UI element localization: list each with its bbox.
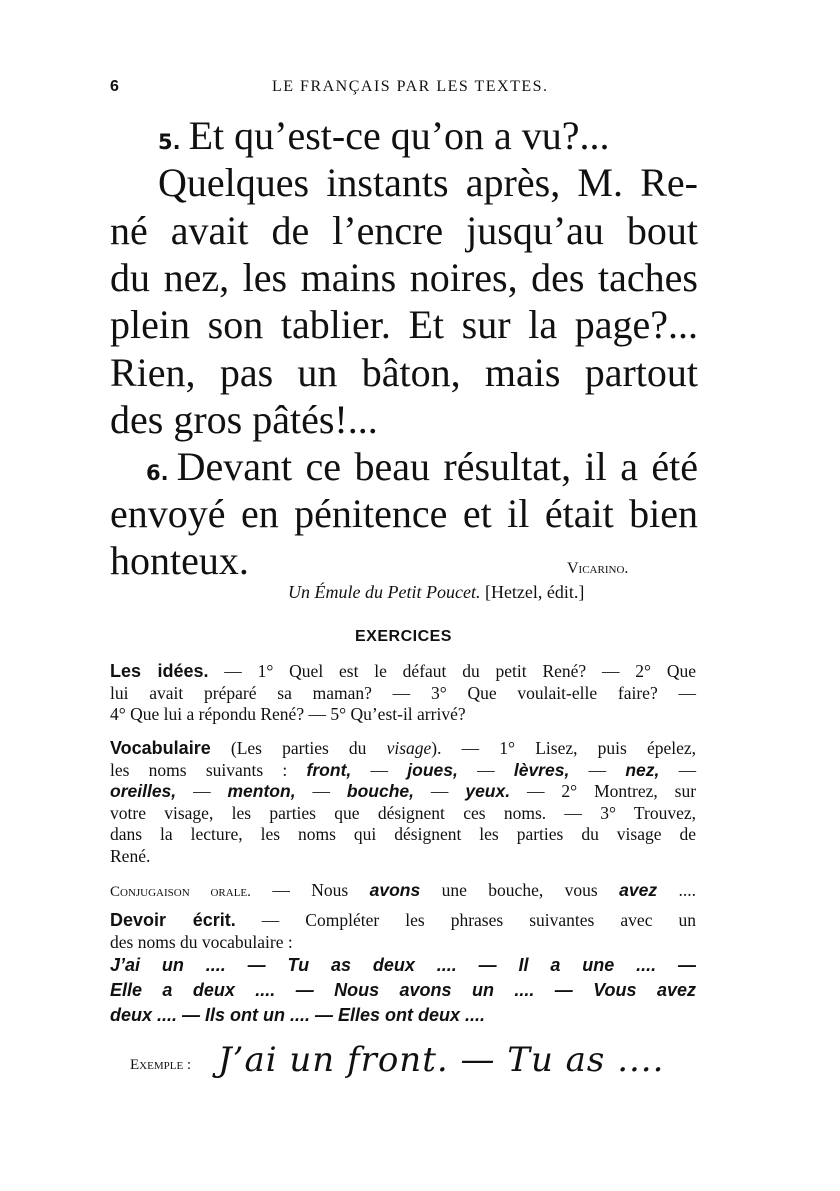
vocab-word: front, — [306, 759, 352, 780]
vocab-word: bouche, — [346, 781, 414, 801]
paragraph-5-line-5: plein son tablier. Et sur la page?... — [110, 302, 698, 347]
paragraph-5-number: 5. — [158, 130, 181, 154]
paragraph-5-line-3: né avait de l’encre jusqu’au bout — [110, 208, 698, 253]
paragraph-5-line-2: Quelques instants après, M. Re- — [158, 160, 698, 205]
exercise-idees: Les idées. — 1° Quel est le défaut du petit René? — 2° Que lui avait préparé sa maman? — 3° Que voulait-elle faire? — 4° Que lui a répondu René? — 5° Qu’est-il arrivé? — [110, 661, 696, 724]
vocab-word: joues, — [407, 759, 458, 780]
author-name: Vicarino. — [567, 560, 629, 577]
exercise-conjugaison: Conjugaison orale. — Nous avons une bouche, vous avez .... — [110, 880, 696, 900]
exercise-idees-label: Les idées. — [110, 661, 209, 681]
vocab-word: yeux. — [465, 781, 511, 801]
paragraph-6-line-3: honteux. — [110, 538, 249, 583]
vocab-word: nez, — [625, 759, 660, 780]
paragraph-5-line-6: Rien, pas un bâton, mais partout — [110, 350, 698, 395]
running-title: LE FRANÇAIS PAR LES TEXTES. — [272, 78, 549, 95]
source-reference — [288, 582, 584, 603]
paragraph-6-line-2: envoyé en pénitence et il était bien — [110, 491, 698, 536]
paragraph-5-line-7: des gros pâtés!... — [110, 397, 378, 442]
fill-in-sentence: J’ai un .... — Tu as deux .... — Il a une .... — — [110, 955, 696, 975]
fill-in-sentence: deux .... — Ils ont un .... — Elles ont deux .... — [110, 1005, 486, 1025]
exercise-conjugaison-label: Conjugaison orale. — [110, 884, 251, 900]
fill-in-sentence: Elle a deux .... — Nous avons un .... — Vous avez — [110, 980, 696, 1000]
paragraph-5-line-4: du nez, les mains noires, des taches — [110, 255, 698, 300]
exercise-vocabulaire: Vocabulaire (Les parties du visage). — 1° Lisez, puis épelez, les noms suivants : front, — joues, — lèvres, — nez, — oreilles, — menton, — bouche, — yeux. — 2° Montrez, sur votre visage, les parties que désignent ces noms. — 3° Trouvez, dans la lecture, les noms qui désignent les parties du visage de René. — [110, 738, 697, 866]
page-number: 6 — [110, 78, 119, 95]
exercise-vocabulaire-label: Vocabulaire — [110, 738, 211, 758]
paragraph-6-number: 6. — [146, 461, 169, 485]
exercise-devoir-label: Devoir écrit. — [110, 910, 236, 930]
example-script-text: J’ai un front. — Tu as .... — [218, 1040, 665, 1080]
vocab-word: oreilles, — [110, 781, 177, 801]
paragraph-5-line-1: 5. Et qu’est-ce qu’on a vu?... — [158, 113, 610, 158]
book-title: Un Émule du Petit Poucet. — [288, 582, 481, 602]
vocab-word: menton, — [227, 781, 296, 801]
example-label: Exemple : — [130, 1057, 192, 1073]
paragraph-6-line-1: 6. Devant ce beau résultat, il a été — [146, 444, 698, 489]
exercise-devoir: Devoir écrit. — Compléter les phrases suivantes avec un des noms du vocabulaire : J’ai un .... — Tu as deux .... — Il a une .... — Elle a deux .... — Nous avons un .... — Vous avez deux .... — Ils ont un .... — Elles ont deux .... — [110, 910, 696, 1028]
page-header — [110, 78, 700, 102]
vocab-word: lèvres, — [513, 759, 570, 780]
handwritten-example — [130, 1040, 690, 1100]
publisher: [Hetzel, édit.] — [484, 582, 585, 602]
exercises-heading: EXERCICES — [355, 628, 452, 645]
